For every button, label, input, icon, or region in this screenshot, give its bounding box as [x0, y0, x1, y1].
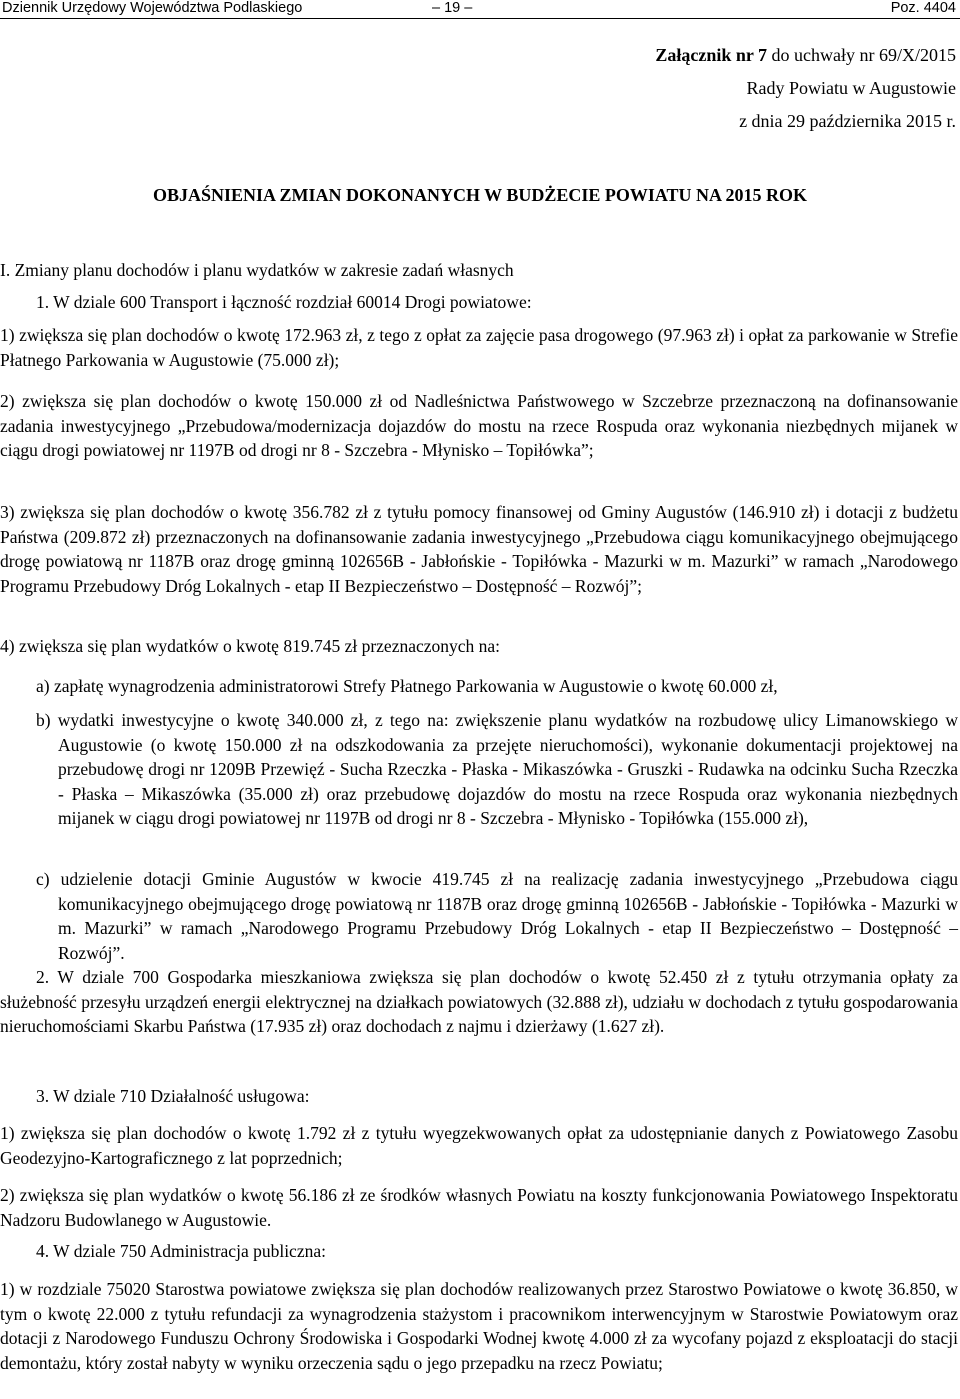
position-number: Poz. 4404: [890, 0, 956, 16]
item-600-3: 3) zwiększa się plan dochodów o kwotę 356.782 zł z tytułu pomocy finansowej od Gminy Augustów (146.910 zł) i dotacji z budżetu Państwa (209.872 zł) przeznaczonych na dofinansowanie zadania inwestycyjnego „Przebudowa ciągu komunikacyjnego obejmującego drogę powiatową nr 1187B oraz drogę gminną 102656B - Jabłońskie - Topiłówka - Mazurki w m. Mazurki” w ramach „Narodowego Programu Przebudowy Dróg Lokalnych - etap II Bezpieczeństwo – Dostępność – Rozwój”;: [0, 502, 958, 596]
document-title: OBJAŚNIENIA ZMIAN DOKONANYCH W BUDŻECIE POWIATU NA 2015 ROK: [152, 185, 808, 205]
annex-number: Załącznik nr 7: [655, 45, 768, 65]
annex-line-1: [655, 42, 956, 68]
item-600-1: 1) zwiększa się plan dochodów o kwotę 172.963 zł, z tego z opłat za zajęcie pasa drogowego (97.963 zł) i opłat za parkowanie w Strefie Płatnego Parkowania w Augustowie (75.000 zł);: [0, 325, 958, 370]
page-header: [0, 0, 960, 18]
journal-name: Dziennik Urzędowy Województwa Podlaskiego: [2, 0, 303, 16]
annex-resolution: do uchwały nr 69/X/2015: [767, 45, 956, 65]
item-600-4: 4) zwiększa się plan wydatków o kwotę 819.745 zł przeznaczonych na:: [0, 636, 501, 656]
item-750-1: 1) w rozdziale 75020 Starostwa powiatowe zwiększa się plan dochodów realizowanych przez Starostwo Powiatowe o kwotę 36.850, w tym o kwotę 22.000 z tytułu refundacji za wynagrodzenia stażystom i pracownikom interwencyjnym w Starostwie Powiatowym oraz dotacji z Narodowego Funduszu Ochrony Środowiska i Gospodarki Wodnej kwotę 4.000 zł za wycofany pojazd z eksploatacji do stacji demontażu, który został nabyty w wyniku orzeczenia sądu o jego przepadku na rzecz Powiatu;: [0, 1279, 958, 1373]
header-divider: [0, 18, 960, 19]
page-number: – 19 –: [432, 0, 473, 16]
subsection-710: 3. W dziale 710 Działalność usługowa:: [36, 1086, 310, 1106]
section-heading-1: I. Zmiany planu dochodów i planu wydatków w zakresie zadań własnych: [0, 260, 514, 280]
subsection-600: 1. W dziale 600 Transport i łączność rozdział 60014 Drogi powiatowe:: [36, 292, 532, 312]
item-600-4b: b) wydatki inwestycyjne o kwotę 340.000 zł, z tego na: zwiększenie planu wydatków na rozbudowę ulicy Limanowskiego w Augustowie (o kwotę 150.000 zł na odszkodowania za przejęte nieruchomości), wykonanie dokumentacji projektowej na przebudowę drogi nr 1209B Przewięź - Sucha Rzeczka - Płaska - Mikaszówka - Gruszki - Rudawka na odcinku Sucha Rzeczka - Płaska – Mikaszówka (35.000 zł) oraz przebudowę dojazdów do mostu na rzece Rospuda oraz wykonania niezbędnych mijanek w ciągu drogi powiatowej nr 1197B od drogi nr 8 - Szczebra - Młynisko - Topiłówka (155.000 zł),: [36, 710, 958, 828]
item-600-2: 2) zwiększa się plan dochodów o kwotę 150.000 zł od Nadleśnictwa Państwowego w Szczebrze przeznaczoną na dofinansowanie zadania inwestycyjnego „Przebudowa/modernizacja dojazdów do mostu na rzece Rospuda oraz wykonania niezbędnych mijanek w ciągu drogi powiatowej nr 1197B od drogi nr 8 - Szczebra - Młynisko – Topiłówka”;: [0, 391, 958, 460]
subsection-700: 2. W dziale 700 Gospodarka mieszkaniowa zwiększa się plan dochodów o kwotę 52.450 zł z tytułu otrzymania opłaty za służebność przesyłu urządzeń energii elektrycznej na działkach powiatowych (32.888 zł), udziału w dochodach z tytułu gospodarowania nieruchomościami Skarbu Państwa (17.935 zł) oraz dochodach z najmu i dzierżawy (1.627 zł).: [0, 967, 958, 1036]
item-600-4c: c) udzielenie dotacji Gminie Augustów w kwocie 419.745 zł na realizację zadania inwestycyjnego „Przebudowa ciągu komunikacyjnego obejmującego drogę powiatową nr 1187B oraz drogę gminną 102656B - Jabłońskie - Topiłówka - Mazurki w m. Mazurki” w ramach „Narodowego Programu Przebudowy Dróg Lokalnych - etap II Bezpieczeństwo – Dostępność – Rozwój”.: [36, 869, 958, 963]
item-600-4a: a) zapłatę wynagrodzenia administratorowi Strefy Płatnego Parkowania w Augustowie o kwotę 60.000 zł,: [36, 676, 778, 696]
subsection-750: 4. W dziale 750 Administracja publiczna:: [36, 1241, 326, 1261]
item-710-1: 1) zwiększa się plan dochodów o kwotę 1.792 zł z tytułu wyegzekwowanych opłat za udostępnianie danych z Powiatowego Zasobu Geodezyjno-Kartograficznego z lat poprzednich;: [0, 1123, 958, 1168]
annex-line-2: Rady Powiatu w Augustowie: [746, 78, 956, 98]
annex-line-3: z dnia 29 października 2015 r.: [739, 111, 956, 131]
item-710-2: 2) zwiększa się plan wydatków o kwotę 56.186 zł ze środków własnych Powiatu na koszty funkcjonowania Powiatowego Inspektoratu Nadzoru Budowlanego w Augustowie.: [0, 1185, 958, 1230]
